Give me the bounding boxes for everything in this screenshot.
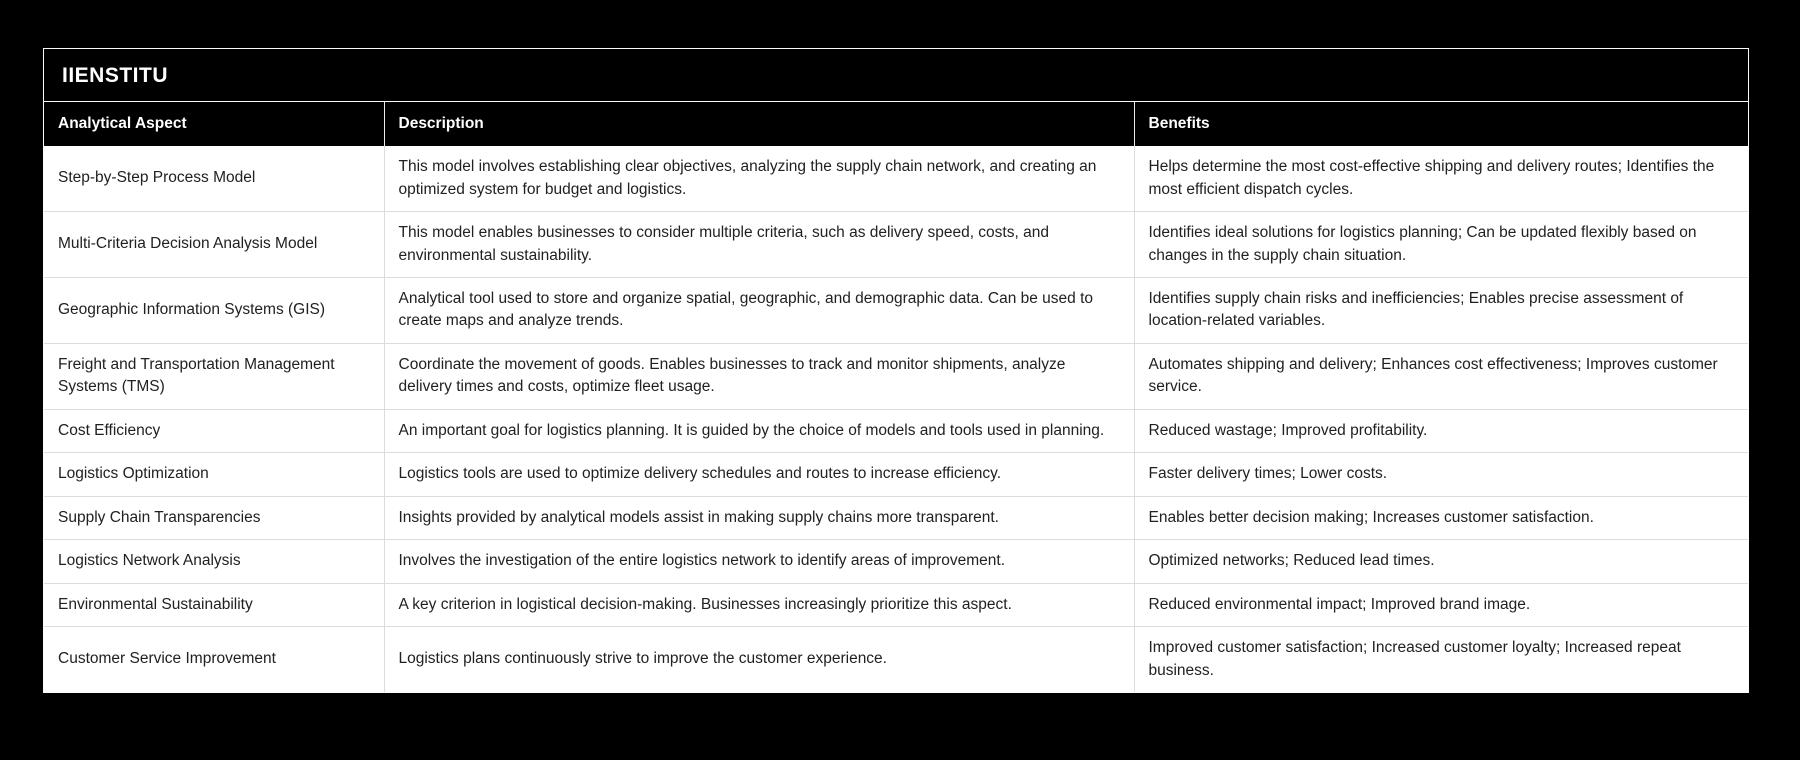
table-title: IIENSTITU xyxy=(44,49,1748,102)
table-row xyxy=(44,540,1748,583)
benefits-cell: Optimized networks; Reduced lead times. xyxy=(1134,540,1748,583)
header-row xyxy=(44,102,1748,146)
aspect-cell: Freight and Transportation Management Systems (TMS) xyxy=(44,343,384,409)
benefits-cell: Improved customer satisfaction; Increased customer loyalty; Increased repeat business. xyxy=(1134,627,1748,692)
aspect-cell: Multi-Criteria Decision Analysis Model xyxy=(44,212,384,278)
aspect-cell: Step-by-Step Process Model xyxy=(44,146,384,211)
benefits-cell: Automates shipping and delivery; Enhances cost effectiveness; Improves customer service. xyxy=(1134,343,1748,409)
benefits-cell: Reduced environmental impact; Improved brand image. xyxy=(1134,583,1748,626)
benefits-cell: Helps determine the most cost-effective shipping and delivery routes; Identifies the most efficient dispatch cycles. xyxy=(1134,146,1748,211)
description-cell: An important goal for logistics planning. It is guided by the choice of models and tools used in planning. xyxy=(384,409,1134,452)
aspect-cell: Cost Efficiency xyxy=(44,409,384,452)
table-card xyxy=(43,48,1749,693)
table-row xyxy=(44,583,1748,626)
description-cell: Analytical tool used to store and organize spatial, geographic, and demographic data. Can be used to create maps and analyze trends. xyxy=(384,278,1134,344)
table-row xyxy=(44,409,1748,452)
description-cell: Involves the investigation of the entire logistics network to identify areas of improvement. xyxy=(384,540,1134,583)
description-cell: Logistics plans continuously strive to improve the customer experience. xyxy=(384,627,1134,692)
column-header-description: Description xyxy=(384,102,1134,146)
aspect-cell: Environmental Sustainability xyxy=(44,583,384,626)
description-cell: A key criterion in logistical decision-making. Businesses increasingly prioritize this aspect. xyxy=(384,583,1134,626)
aspect-cell: Logistics Network Analysis xyxy=(44,540,384,583)
benefits-cell: Faster delivery times; Lower costs. xyxy=(1134,453,1748,496)
aspect-cell: Geographic Information Systems (GIS) xyxy=(44,278,384,344)
aspect-cell: Customer Service Improvement xyxy=(44,627,384,692)
column-header-analytical-aspect: Analytical Aspect xyxy=(44,102,384,146)
table-row xyxy=(44,146,1748,211)
description-cell: Coordinate the movement of goods. Enables businesses to track and monitor shipments, analyze delivery times and costs, optimize fleet usage. xyxy=(384,343,1134,409)
table-row xyxy=(44,496,1748,539)
column-header-benefits: Benefits xyxy=(1134,102,1748,146)
aspect-cell: Supply Chain Transparencies xyxy=(44,496,384,539)
benefits-cell: Identifies supply chain risks and inefficiencies; Enables precise assessment of location-related variables. xyxy=(1134,278,1748,344)
table-row xyxy=(44,343,1748,409)
analytical-aspects-table xyxy=(44,102,1748,692)
description-cell: This model involves establishing clear objectives, analyzing the supply chain network, and creating an optimized system for budget and logistics. xyxy=(384,146,1134,211)
benefits-cell: Enables better decision making; Increases customer satisfaction. xyxy=(1134,496,1748,539)
table-row xyxy=(44,212,1748,278)
description-cell: Logistics tools are used to optimize delivery schedules and routes to increase efficiency. xyxy=(384,453,1134,496)
aspect-cell: Logistics Optimization xyxy=(44,453,384,496)
description-cell: Insights provided by analytical models assist in making supply chains more transparent. xyxy=(384,496,1134,539)
table-row xyxy=(44,453,1748,496)
table-row xyxy=(44,627,1748,692)
benefits-cell: Reduced wastage; Improved profitability. xyxy=(1134,409,1748,452)
description-cell: This model enables businesses to consider multiple criteria, such as delivery speed, costs, and environmental sustainability. xyxy=(384,212,1134,278)
table-row xyxy=(44,278,1748,344)
table-body xyxy=(44,146,1748,692)
benefits-cell: Identifies ideal solutions for logistics planning; Can be updated flexibly based on changes in the supply chain situation. xyxy=(1134,212,1748,278)
table-header xyxy=(44,102,1748,146)
